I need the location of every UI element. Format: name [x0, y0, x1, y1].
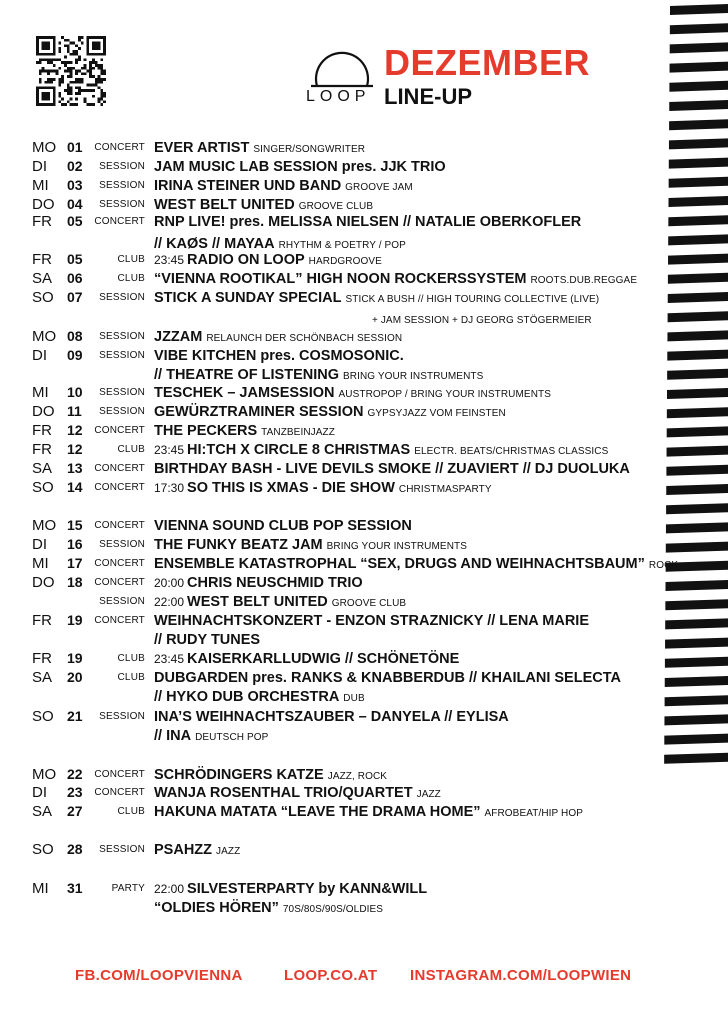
event-description: [154, 383, 551, 404]
event-title: PSAHZZ: [154, 842, 212, 858]
event-row: [0, 346, 728, 365]
event-type: SESSION: [99, 161, 145, 172]
event-description: [154, 611, 589, 631]
event-subtitle: GYPSYJAZZ VOM FEINSTEN: [367, 408, 506, 419]
event-type: SESSION: [99, 539, 145, 550]
event-row: [0, 459, 728, 478]
event-subtitle: JAZZ, ROCK: [327, 771, 388, 782]
qr-code-icon[interactable]: [36, 36, 106, 106]
event-subtitle: JAZZ: [216, 846, 241, 857]
event-row: [0, 365, 728, 384]
event-row: [0, 478, 728, 497]
event-title: // INA: [154, 728, 192, 744]
event-title: RADIO ON LOOP: [187, 252, 305, 268]
page-subtitle: LINE-UP: [384, 84, 472, 109]
event-subtitle: ELECTR. BEATS/CHRISTMAS CLASSICS: [414, 446, 609, 457]
event-description: [154, 440, 608, 461]
event-date: 12: [67, 422, 83, 438]
website-link[interactable]: LOOP.CO.AT: [284, 967, 378, 984]
event-day: FR: [32, 213, 52, 230]
event-date: 10: [67, 384, 83, 400]
event-type: CONCERT: [94, 577, 145, 588]
event-title: RNP LIVE! pres. MELISSA NIELSEN // NATALIE OBERKOFLER: [154, 214, 582, 230]
event-description: [154, 554, 678, 575]
event-day: SO: [32, 289, 54, 306]
stripe: [670, 42, 728, 53]
event-subtitle: RELAUNCH DER SCHÖNBACH SESSION: [206, 333, 403, 344]
event-day: DI: [32, 536, 47, 553]
event-date: 28: [67, 841, 83, 857]
event-title: IRINA STEINER UND BAND: [154, 178, 342, 194]
event-date: 16: [67, 536, 83, 552]
event-type: SESSION: [99, 331, 145, 342]
event-description: [154, 176, 413, 197]
event-row: [0, 840, 728, 859]
event-date: 18: [67, 574, 83, 590]
event-title: KAISERKARLLUDWIG // SCHÖNETÖNE: [187, 651, 460, 667]
event-type: CLUB: [117, 273, 145, 284]
stripe: [669, 100, 728, 111]
event-row: [0, 327, 728, 346]
event-title: // THEATRE OF LISTENING: [154, 367, 340, 383]
event-subtitle: BRING YOUR INSTRUMENTS: [326, 541, 467, 552]
event-title: SILVESTERPARTY by KANN&WILL: [187, 881, 428, 897]
event-day: MI: [32, 384, 49, 401]
event-description: [154, 402, 506, 423]
event-type: CONCERT: [94, 425, 145, 436]
event-type: CONCERT: [94, 142, 145, 153]
event-day: SA: [32, 270, 53, 287]
event-type: SESSION: [99, 199, 145, 210]
event-day: FR: [32, 650, 52, 667]
event-row: [0, 726, 728, 745]
event-type: SESSION: [99, 406, 145, 417]
event-description: [154, 668, 621, 688]
event-row: [0, 592, 728, 611]
event-date: 17: [67, 555, 83, 571]
event-type: CONCERT: [94, 558, 145, 569]
event-day: SA: [32, 803, 53, 820]
event-type: CONCERT: [94, 520, 145, 531]
instagram-link[interactable]: INSTAGRAM.COM/LOOPWIEN: [410, 967, 632, 984]
event-type: CONCERT: [94, 216, 145, 227]
event-date: 15: [67, 517, 83, 533]
event-row: [0, 668, 728, 687]
event-day: MI: [32, 555, 49, 572]
event-day: MO: [32, 139, 57, 156]
event-title: VIBE KITCHEN pres. COSMOSONIC.: [154, 348, 404, 364]
event-description: [154, 726, 268, 747]
event-title: WEIHNACHTSKONZERT - ENZON STRAZNICKY // LENA MARIE: [154, 613, 589, 629]
event-day: MO: [32, 766, 57, 783]
event-title: “VIENNA ROOTIKAL” HIGH NOON ROCKERSSYSTEM: [154, 271, 527, 287]
event-time: 20:00: [154, 576, 185, 590]
event-type: SESSION: [99, 292, 145, 303]
event-date: 22: [67, 766, 83, 782]
event-row: [0, 707, 728, 726]
event-subtitle: DEUTSCH POP: [195, 732, 269, 743]
event-row: [0, 288, 728, 307]
event-type: CONCERT: [94, 787, 145, 798]
stripe: [669, 81, 728, 92]
event-type: CONCERT: [94, 769, 145, 780]
event-description: [154, 840, 240, 861]
event-description: [154, 288, 599, 309]
event-row: [0, 157, 728, 176]
event-type: CLUB: [117, 444, 145, 455]
event-title: // KAØS // MAYAA: [154, 236, 275, 252]
event-time: 17:30: [154, 481, 185, 495]
event-row: [0, 630, 728, 649]
event-description: [154, 573, 363, 593]
event-day: SA: [32, 460, 53, 477]
event-date: 27: [67, 803, 83, 819]
event-date: 03: [67, 177, 83, 193]
event-description: [154, 630, 260, 650]
event-description: [154, 879, 427, 899]
event-subtitle: RHYTHM & POETRY / POP: [278, 240, 406, 251]
event-type: PARTY: [111, 883, 145, 894]
event-description: [154, 459, 630, 479]
event-day: DO: [32, 403, 55, 420]
event-day: DI: [32, 347, 47, 364]
event-description: [154, 535, 467, 556]
event-date: 12: [67, 441, 83, 457]
event-time: 22:00: [154, 882, 185, 896]
event-time: 22:00: [154, 595, 185, 609]
event-row: [0, 383, 728, 402]
event-title: JZZAM: [154, 329, 203, 345]
event-title: TESCHEK – JAMSESSION: [154, 385, 335, 401]
event-subtitle: GROOVE CLUB: [298, 201, 374, 212]
event-title: EVER ARTIST: [154, 140, 250, 156]
event-description: [154, 898, 383, 919]
event-day: MO: [32, 328, 57, 345]
event-description: [154, 269, 637, 290]
event-subtitle: 70S/80S/90S/OLDIES: [282, 904, 384, 915]
event-day: SO: [32, 708, 54, 725]
event-day: FR: [32, 612, 52, 629]
event-date: 20: [67, 669, 83, 685]
event-day: SO: [32, 841, 54, 858]
event-subtitle: SINGER/SONGWRITER: [253, 144, 366, 155]
event-description: [154, 478, 492, 499]
event-date: 19: [67, 650, 83, 666]
event-day: FR: [32, 441, 52, 458]
event-row: [0, 138, 728, 157]
event-time: 23:45: [154, 253, 185, 267]
event-date: 23: [67, 784, 83, 800]
event-row: [0, 687, 728, 706]
event-type: CLUB: [117, 653, 145, 664]
event-title: WEST BELT UNITED: [154, 197, 295, 213]
event-title: GEWÜRZTRAMINER SESSION: [154, 404, 364, 420]
event-day: DO: [32, 574, 55, 591]
event-day: MI: [32, 880, 49, 897]
event-title: // RUDY TUNES: [154, 632, 261, 648]
event-row: [0, 802, 728, 821]
event-description: [154, 327, 402, 348]
event-subtitle: JAZZ: [416, 789, 441, 800]
event-date: 09: [67, 347, 83, 363]
event-date: 06: [67, 270, 83, 286]
event-description: [154, 346, 404, 366]
event-day: MI: [32, 177, 49, 194]
facebook-link[interactable]: FB.COM/LOOPVIENNA: [75, 967, 243, 984]
event-subtitle: HARDGROOVE: [308, 256, 382, 267]
event-type: CONCERT: [94, 615, 145, 626]
event-row: [0, 573, 728, 592]
logo-wordmark: LOOP: [306, 88, 371, 105]
stripe: [670, 62, 728, 73]
event-title: SCHRÖDINGERS KATZE: [154, 767, 324, 783]
event-row: [0, 535, 728, 554]
event-date: 13: [67, 460, 83, 476]
event-time: 23:45: [154, 652, 185, 666]
event-date: 08: [67, 328, 83, 344]
event-type: CLUB: [117, 672, 145, 683]
event-day: MO: [32, 517, 57, 534]
event-title: HI:TCH X CIRCLE 8 CHRISTMAS: [187, 442, 411, 458]
event-subtitle: TANZBEINJAZZ: [261, 427, 335, 438]
event-description: [154, 138, 365, 159]
event-title: STICK A SUNDAY SPECIAL: [154, 290, 342, 306]
event-description: [154, 421, 335, 442]
event-title: DUBGARDEN pres. RANKS & KNABBERDUB // KHAILANI SELECTA: [154, 670, 621, 686]
event-row: [0, 176, 728, 195]
stripe: [670, 4, 728, 15]
event-subtitle: STICK A BUSH // HIGH TOURING COLLECTIVE (LIVE): [345, 294, 600, 305]
event-row: [0, 649, 728, 668]
event-row: [0, 783, 728, 802]
event-title: INA’S WEIHNACHTSZAUBER – DANYELA // EYLISA: [154, 709, 509, 725]
event-day: SA: [32, 669, 53, 686]
event-date: 01: [67, 139, 83, 155]
event-day: DI: [32, 158, 47, 175]
event-subtitle: GROOVE CLUB: [331, 598, 407, 609]
event-day: FR: [32, 422, 52, 439]
event-type: SESSION: [99, 387, 145, 398]
page-title: DEZEMBER: [384, 42, 591, 83]
event-date: 11: [67, 403, 82, 419]
event-date: 02: [67, 158, 83, 174]
event-row: [0, 440, 728, 459]
event-date: 05: [67, 213, 83, 229]
event-title: WEST BELT UNITED: [187, 594, 328, 610]
event-subtitle: AFROBEAT/HIP HOP: [484, 808, 583, 819]
event-subtitle: ROCK: [648, 560, 679, 571]
stripe: [666, 503, 728, 514]
event-subtitle: DUB: [343, 693, 365, 704]
event-type: SESSION: [99, 350, 145, 361]
event-row: [0, 879, 728, 898]
event-description: [154, 783, 441, 804]
event-type: CLUB: [117, 254, 145, 265]
event-subtitle: GROOVE JAM: [345, 182, 413, 193]
event-description: [154, 802, 583, 823]
event-date: 04: [67, 196, 83, 212]
event-title: THE FUNKY BEATZ JAM: [154, 537, 323, 553]
event-description: [154, 707, 509, 727]
event-row: [0, 269, 728, 288]
event-row: [0, 765, 728, 784]
event-title: VIENNA SOUND CLUB POP SESSION: [154, 518, 412, 534]
event-type: SESSION: [99, 180, 145, 191]
stripe: [669, 119, 728, 130]
event-type: CONCERT: [94, 463, 145, 474]
event-title: CHRIS NEUSCHMID TRIO: [187, 575, 363, 591]
event-type: SESSION: [99, 844, 145, 855]
event-type: CONCERT: [94, 482, 145, 493]
event-title: BIRTHDAY BASH - LIVE DEVILS SMOKE // ZUAVIERT // DJ DUOLUKA: [154, 461, 630, 477]
event-date: 07: [67, 289, 83, 305]
event-description: [154, 157, 446, 177]
event-day: DO: [32, 196, 55, 213]
event-title: THE PECKERS: [154, 423, 258, 439]
event-row: [0, 250, 728, 269]
event-day: FR: [32, 251, 52, 268]
event-subtitle: ROOTS.DUB.REGGAE: [530, 275, 638, 286]
event-day: SO: [32, 479, 54, 496]
event-date: 05: [67, 251, 83, 267]
event-time: 23:45: [154, 443, 185, 457]
event-title: SO THIS IS XMAS - DIE SHOW: [187, 480, 395, 496]
event-subtitle: BRING YOUR INSTRUMENTS: [343, 371, 484, 382]
event-type: SESSION: [99, 596, 145, 607]
event-description: [154, 649, 459, 669]
event-title: WANJA ROSENTHAL TRIO/QUARTET: [154, 785, 413, 801]
event-row: [0, 516, 728, 535]
event-subtitle: CHRISTMASPARTY: [398, 484, 492, 495]
stripe: [670, 23, 728, 34]
event-date: 14: [67, 479, 83, 495]
event-row: [0, 898, 728, 917]
event-description: [154, 516, 412, 536]
event-row: [0, 611, 728, 630]
event-row: [0, 402, 728, 421]
event-title: HAKUNA MATATA “LEAVE THE DRAMA HOME”: [154, 804, 481, 820]
event-title: JAM MUSIC LAB SESSION pres. JJK TRIO: [154, 159, 446, 175]
event-description: [154, 212, 581, 232]
stripe: [664, 753, 728, 764]
event-date: 31: [67, 880, 83, 896]
event-day: DI: [32, 784, 47, 801]
event-row: [0, 309, 728, 328]
event-type: SESSION: [99, 711, 145, 722]
event-description: [154, 687, 365, 708]
event-date: 19: [67, 612, 83, 628]
event-row: [0, 554, 728, 573]
event-type: CLUB: [117, 806, 145, 817]
event-title: ENSEMBLE KATASTROPHAL “SEX, DRUGS AND WEIHNACHTSBAUM”: [154, 556, 645, 572]
event-row: [0, 421, 728, 440]
event-title: // HYKO DUB ORCHESTRA: [154, 689, 340, 705]
event-subtitle: AUSTROPOP / BRING YOUR INSTRUMENTS: [338, 389, 552, 400]
event-description: [154, 592, 406, 613]
event-row: [0, 212, 728, 231]
event-subtitle: + JAM SESSION + DJ GEORG STÖGERMEIER: [372, 315, 592, 326]
event-description: [154, 250, 382, 271]
event-date: 21: [67, 708, 83, 724]
event-title: “OLDIES HÖREN”: [154, 900, 279, 916]
